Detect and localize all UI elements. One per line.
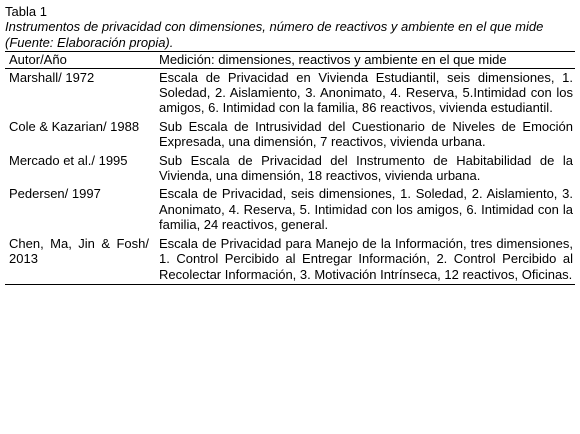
row-author: Cole & Kazarian/ 1988 — [9, 118, 140, 134]
row-author: Chen, Ma, Jin & Fosh/ 2013 — [9, 235, 149, 267]
table-body — [5, 68, 575, 284]
table-row — [5, 118, 575, 152]
header-author-year: Autor/Año — [9, 52, 67, 68]
table-row — [5, 68, 575, 118]
row-author: Mercado et al./ 1995 — [9, 152, 128, 168]
table-caption: Instrumentos de privacidad con dimensiones, número de reactivos y ambiente en el que mide (Fuente: Elaboración propia). — [5, 19, 544, 50]
row-author: Marshall/ 1972 — [9, 69, 95, 85]
privacy-instruments-table — [5, 51, 575, 285]
header-measurement: Medición: dimensiones, reactivos y ambiente en el que mide — [159, 52, 507, 68]
row-description: Sub Escala de Intrusividad del Cuestionario de Niveles de Emoción Expresada, una dimensión, 7 reactivos, vivienda urbana. — [159, 118, 573, 150]
row-author: Pedersen/ 1997 — [9, 186, 101, 202]
table-label: Tabla 1 — [5, 4, 47, 19]
row-description: Escala de Privacidad, seis dimensiones, 1. Soledad, 2. Aislamiento, 3. Anonimato, 4. Reserva, 5. Intimidad con los amigos, 6. Intimidad con la familia, 24 reactivos, general. — [159, 186, 573, 233]
table-row — [5, 185, 575, 234]
table-row — [5, 152, 575, 186]
table-header — [5, 52, 575, 68]
row-description: Escala de Privacidad en Vivienda Estudiantil, seis dimensiones, 1. Soledad, 2. Aislamiento, 3. Anonimato, 4. Reserva, 5.Intimidad con los amigos, 6. Intimidad con la familia, 86 reactivos, vivienda estudiantil. — [159, 69, 573, 116]
table-row — [5, 235, 575, 285]
row-description: Sub Escala de Privacidad del Instrumento de Habitabilidad de la Vivienda, una dimensión, 18 reactivos, vivienda urbana. — [159, 152, 573, 184]
row-description: Escala de Privacidad para Manejo de la Información, tres dimensiones, 1. Control Percibido al Entregar Información, 2. Control Percibido al Recolectar Información, 3. Motivación Intrínseca, 12 reactivos, Oficinas. — [159, 235, 573, 282]
header-row — [5, 52, 575, 68]
